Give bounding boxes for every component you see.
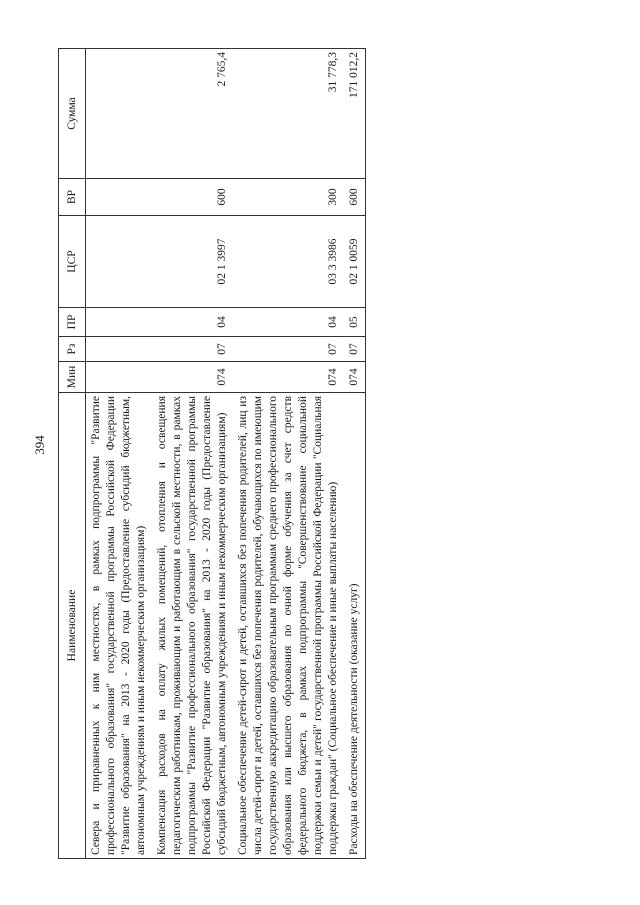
row-pr: 05 (344, 308, 366, 337)
row-vr (86, 179, 153, 216)
header-sum: Сумма (59, 49, 86, 179)
row-csr: 02 1 3997 (152, 216, 233, 308)
row-name: Социальное обеспечение детей-сирот и детей, оставшихся без попечения родителей, лиц из числа детей-сирот и детей, оставшихся без попечения родителей, обучающихся по имеющим государственную аккредитацию образовательным программам среднего профессионального образования или высшего образования по очной форме обучения за счет средств федерального бюджета, в рамках подпрограммы "Совершенствование социальной поддержки семьи и детей" государственной программы Российской Федерации "Социальная поддержка граждан" (Социальное обеспечение и иные выплаты населению) (233, 393, 344, 859)
row-csr (86, 216, 153, 308)
row-min (86, 362, 153, 393)
row-csr: 03 3 3986 (233, 216, 344, 308)
row-min: 074 (344, 362, 366, 393)
row-csr: 02 1 0059 (344, 216, 366, 308)
row-rz: 07 (152, 337, 233, 362)
row-sum (86, 49, 153, 179)
row-sum: 2 765,4 (152, 49, 233, 179)
row-pr: 04 (233, 308, 344, 337)
row-name: Компенсация расходов на оплату жилых помещений, отопления и освещения педагогическим работникам, проживающим и работающим в сельской местности, в рамках подпрограммы "Развитие профессионального образования" государственной программы Российской Федерации "Развитие образования" на 2013 - 2020 годы (Предоставление субсидий бюджетным, автономным учреждениям и иным некоммерческим организациям) (152, 393, 233, 859)
header-name: Наименование (59, 393, 86, 859)
row-vr: 600 (152, 179, 233, 216)
row-rz (86, 337, 153, 362)
row-name: Расходы на обеспечение деятельности (оказание услуг) (344, 393, 366, 859)
header-pr: ПР (59, 308, 86, 337)
budget-table (58, 48, 366, 859)
row-min: 074 (152, 362, 233, 393)
header-rz: Рз (59, 337, 86, 362)
table-row (233, 49, 344, 859)
header-min: Мин (59, 362, 86, 393)
row-sum: 31 778,3 (233, 49, 344, 179)
row-name: Севера и приравненных к ним местностях, в рамках подпрограммы "Развитие профессионального образования" государственной программы Российской Федерации "Развитие образования" на 2013 - 2020 годы (Предоставление субсидий бюджетным, автономным учреждениям и иным некоммерческим организациям) (86, 393, 153, 859)
page-number: 394 (32, 435, 47, 455)
table-row (86, 49, 153, 859)
row-pr (86, 308, 153, 337)
row-sum: 171 012,2 (344, 49, 366, 179)
header-csr: ЦСР (59, 216, 86, 308)
row-min: 074 (233, 362, 344, 393)
row-rz: 07 (233, 337, 344, 362)
rotated-document-page (30, 25, 610, 875)
table-header-row (59, 49, 86, 859)
row-rz: 07 (344, 337, 366, 362)
row-vr: 300 (233, 179, 344, 216)
header-vr: ВР (59, 179, 86, 216)
row-pr: 04 (152, 308, 233, 337)
table-row (152, 49, 233, 859)
table-row (344, 49, 366, 859)
row-vr: 600 (344, 179, 366, 216)
